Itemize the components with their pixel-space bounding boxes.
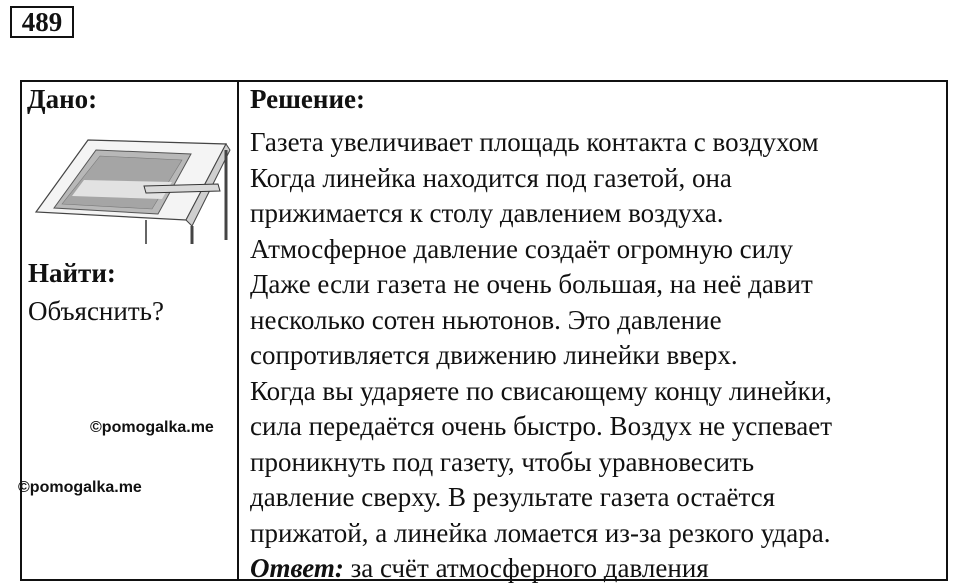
find-label: Найти:: [28, 258, 116, 288]
solution-line: Когда вы ударяете по свисающему концу линейки,: [250, 375, 832, 406]
answer-line: [250, 551, 940, 587]
solution-line: проникнуть под газету, чтобы уравновесить: [250, 446, 755, 477]
solution-table: [20, 80, 948, 581]
answer-text: за счёт атмосферного давления: [343, 553, 709, 583]
solution-line: Даже если газета не очень большая, на неё давит: [250, 269, 813, 299]
watermark: ©pomogalka.me: [18, 479, 142, 496]
solution-line: Атмосферное давление создаёт огромную силу: [250, 233, 794, 264]
solution-line: давление сверху. В результате газета остаётся: [250, 482, 776, 512]
column-divider: [237, 82, 239, 579]
solution-line: Когда линейка находится под газетой, она: [250, 162, 732, 193]
answer-label: Ответ:: [250, 553, 344, 583]
solution-line: сопротивляется движению линейки вверх.: [250, 340, 738, 370]
solution-text: [250, 125, 940, 587]
solution-label: Решение:: [250, 84, 365, 114]
solution-line: сила передаётся очень быстро. Воздух не успевает: [250, 411, 832, 441]
find-text: Объяснить?: [28, 296, 164, 326]
solution-line: прижатой, а линейка ломается из-за резкого удара.: [250, 517, 831, 548]
problem-number: 489: [10, 6, 74, 38]
given-label: Дано:: [27, 84, 98, 114]
watermark: ©pomogalka.me: [90, 419, 214, 436]
newspaper-ruler-illustration: [26, 120, 232, 244]
solution-line: прижимается к столу давлением воздуха.: [250, 198, 724, 228]
solution-line: Газета увеличивает площадь контакта с воздухом: [250, 127, 819, 157]
solution-line: несколько сотен ньютонов. Это давление: [250, 304, 722, 335]
